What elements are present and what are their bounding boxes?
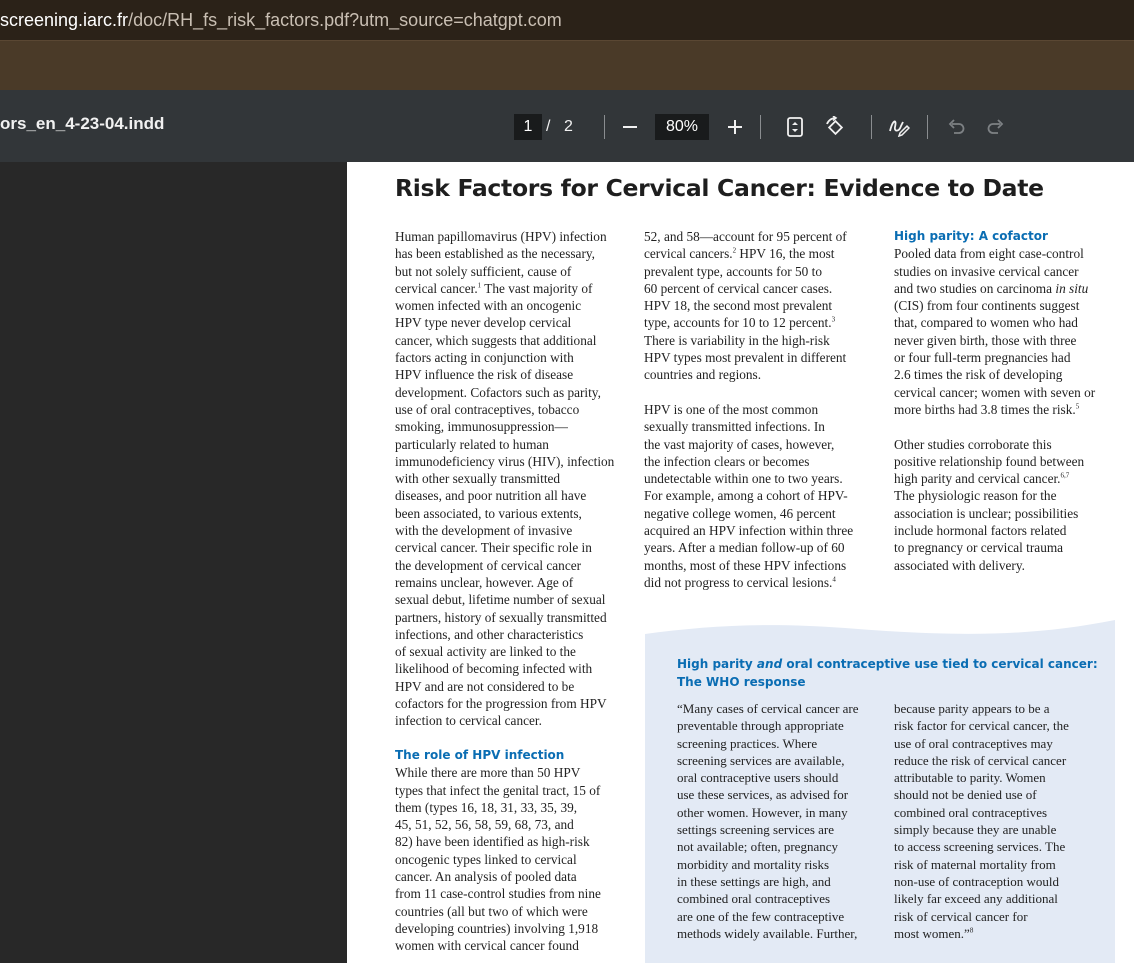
text-line: settings screening services are	[677, 822, 835, 838]
text-line: undetectable within one to two years.	[644, 471, 843, 487]
text-line: smoking, immunosuppression—	[395, 419, 568, 435]
text-line: associated with delivery.	[894, 557, 1025, 573]
text-line: countries and regions.	[644, 367, 762, 383]
text-line: cofactors for the progression from HPV	[395, 696, 607, 712]
callout-quote-left	[677, 700, 882, 942]
url-host: screening.iarc.fr	[0, 10, 129, 30]
text-line: type, accounts for 10 to 12 percent.$^3$	[644, 315, 836, 331]
text-line: women infected with an oncogenic	[395, 298, 582, 314]
paragraph-hpv-types	[395, 764, 627, 954]
column-2	[644, 228, 876, 591]
document-filename: ors_en_4-23-04.indd	[0, 114, 165, 133]
redo-button[interactable]	[982, 113, 1010, 141]
text-line: 45, 51, 52, 56, 58, 59, 68, 73, and	[395, 817, 574, 833]
draw-icon	[888, 117, 910, 137]
text-line: combined oral contraceptives	[677, 891, 831, 907]
text-line: non-use of contraception would	[894, 873, 1059, 889]
footnote-ref: 1	[477, 281, 482, 290]
footnote-ref: 2	[732, 246, 737, 255]
zoom-level-input[interactable]: 80%	[655, 114, 709, 140]
callout-quote-right	[894, 700, 1124, 942]
text-line: HPV influence the risk of disease	[395, 367, 574, 383]
text-line: infections, and other characteristics	[395, 626, 584, 642]
text-line: use of oral contraceptives, tobacco	[395, 401, 580, 417]
text-line: HPV type never develop cervical	[395, 315, 572, 331]
text-line: partners, history of sexually transmitted	[395, 609, 607, 625]
footnote-ref: 8	[969, 926, 974, 935]
text-line: to pregnancy or cervical trauma	[894, 540, 1064, 556]
toolbar-divider	[871, 115, 872, 139]
text-line: Pooled data from eight case-control	[894, 246, 1084, 262]
text-line: HPV and are not considered to be	[395, 678, 575, 694]
text-line: because parity appears to be a	[894, 701, 1050, 716]
text-line: HPV 18, the second most prevalent	[644, 298, 833, 314]
text-line: sexually transmitted infections. In	[644, 419, 825, 435]
text-line: immunodeficiency virus (HIV), infection	[395, 453, 615, 469]
text-line: combined oral contraceptives	[894, 804, 1048, 820]
rotate-button[interactable]	[821, 113, 849, 141]
text-line: types that infect the genital tract, 15 of	[395, 782, 601, 798]
text-line: 52, and 58—account for 95 percent of	[644, 229, 847, 244]
text-line: countries (all but two of which were	[395, 903, 588, 919]
text-line: factors acting in conjunction with	[395, 350, 574, 366]
minus-icon	[622, 119, 638, 135]
toolbar-divider	[927, 115, 928, 139]
text-line: methods widely available. Further,	[677, 925, 858, 941]
text-line: likely far exceed any additional	[894, 891, 1058, 907]
text-line: preventable through appropriate	[677, 718, 844, 734]
text-line: women with cervical cancer found	[395, 938, 579, 954]
text-line: “Many cases of cervical cancer are	[677, 701, 859, 716]
heading-high-parity: High parity: A cofactor	[894, 229, 1048, 243]
text-line: more births had 3.8 times the risk.$^5$	[894, 401, 1080, 417]
text-line: positive relationship found between	[894, 453, 1085, 469]
text-line: infection to cervical cancer.	[395, 713, 542, 729]
callout-title: High parity and oral contraceptive use tied to cervical cancer: The WHO response	[677, 657, 1098, 689]
browser-bar-strip	[0, 40, 1134, 91]
rotate-icon	[824, 116, 846, 138]
undo-button[interactable]	[942, 113, 970, 141]
text-line: use these services, as advised for	[677, 787, 849, 803]
text-line: 60 percent of cervical cancer cases.	[644, 280, 833, 296]
text-line: of sexual activity are linked to the	[395, 644, 576, 660]
text-line: cervical cancer.$^1$ The vast majority of	[395, 280, 593, 296]
redo-icon	[987, 119, 1005, 135]
text-line: cancer, which suggests that additional	[395, 332, 597, 348]
url-path: /doc/RH_fs_risk_factors.pdf?utm_source=chatgpt.com	[128, 10, 562, 30]
toolbar-divider	[760, 115, 761, 139]
fit-page-icon	[786, 117, 804, 137]
page-separator: /	[546, 118, 551, 135]
text-line: acquired an HPV infection within three	[644, 523, 854, 539]
text-line: HPV types most prevalent in different	[644, 350, 847, 366]
text-line: Human papillomavirus (HPV) infection	[395, 229, 607, 244]
paragraph-parity-data	[894, 245, 1126, 418]
text-line: with other sexually transmitted	[395, 471, 561, 487]
text-line: the vast majority of cases, however,	[644, 436, 835, 452]
text-line: There is variability in the high-risk	[644, 332, 830, 348]
text-line: (CIS) from four continents suggest	[894, 298, 1080, 314]
fit-to-page-button[interactable]	[781, 113, 809, 141]
footnote-ref: 6,7	[1060, 471, 1070, 480]
text-line: with the development of invasive	[395, 523, 573, 539]
text-line: the infection clears or becomes	[644, 453, 810, 469]
text-line: Other studies corroborate this	[894, 436, 1052, 452]
text-line: not available; often, pregnancy	[677, 839, 838, 855]
text-line: likelihood of becoming infected with	[395, 661, 593, 677]
footnote-ref: 4	[832, 575, 836, 584]
text-line: that, compared to women who had	[894, 315, 1078, 331]
text-line: cervical cancers.$^2$ HPV 16, the most	[644, 246, 835, 262]
text-line: risk of cervical cancer for	[894, 908, 1028, 924]
text-line: HPV is one of the most common	[644, 401, 819, 417]
text-line: particularly related to human	[395, 436, 549, 452]
text-line: cervical cancer. Their specific role in	[395, 540, 592, 556]
text-line: been associated, to various extents,	[395, 505, 582, 521]
text-line: 2.6 times the risk of developing	[894, 367, 1063, 383]
text-line: cancer. An analysis of pooled data	[395, 868, 577, 884]
text-line: reduce the risk of cervical cancer	[894, 752, 1067, 768]
page-number-input[interactable]: 1	[514, 114, 542, 140]
text-line: oral contraceptive users should	[677, 770, 839, 786]
text-line: years. After a median follow-up of 60	[644, 540, 845, 556]
page-total: 2	[564, 118, 573, 135]
text-line: studies on invasive cervical cancer	[894, 263, 1079, 279]
address-bar[interactable]	[0, 0, 1134, 40]
text-line: most women.”$^8$	[894, 925, 974, 941]
viewer-background-left	[0, 162, 347, 963]
toolbar-divider	[604, 115, 605, 139]
plus-icon	[727, 119, 743, 135]
column-3	[894, 228, 1126, 574]
text-line: from 11 case-control studies from nine	[395, 886, 601, 902]
text-line: in these settings are high, and	[677, 873, 831, 889]
text-line: high parity and cervical cancer.$^{6,7}$	[894, 471, 1070, 487]
text-line: sexual debut, lifetime number of sexual	[395, 592, 606, 608]
text-line: attributable to parity. Women	[894, 770, 1046, 786]
text-line: them (types 16, 18, 31, 33, 35, 39,	[395, 799, 578, 815]
text-line: has been established as the necessary,	[395, 246, 595, 262]
text-line: cervical cancer; women with seven or	[894, 384, 1096, 400]
text-line: risk of maternal mortality from	[894, 856, 1056, 872]
text-line: never given birth, those with three	[894, 332, 1077, 348]
text-line: screening services are available,	[677, 752, 845, 768]
text-line: months, most of these HPV infections	[644, 557, 847, 573]
text-line: did not progress to cervical lesions.$^4$	[644, 574, 836, 590]
pdf-page	[347, 162, 1134, 963]
text-line: While there are more than 50 HPV	[395, 765, 581, 781]
text-line: For example, among a cohort of HPV-	[644, 488, 848, 504]
text-line: negative college women, 46 percent	[644, 505, 836, 521]
text-line: screening practices. Where	[677, 735, 818, 751]
text-line: the development of cervical cancer	[395, 557, 582, 573]
text-line: association is unclear; possibilities	[894, 505, 1079, 521]
text-line: oncogenic types linked to cervical	[395, 851, 577, 867]
paragraph-hpv-intro	[395, 228, 627, 730]
text-line: or four full-term pregnancies had	[894, 350, 1071, 366]
text-line: 82) have been identified as high-risk	[395, 834, 590, 850]
text-line: morbidity and mortality risks	[677, 856, 830, 872]
text-line: include hormonal factors related	[894, 523, 1067, 539]
text-line: development. Cofactors such as parity,	[395, 384, 601, 400]
italic-in-situ: in situ	[1055, 280, 1089, 296]
undo-icon	[947, 119, 965, 135]
heading-role-of-hpv: The role of HPV infection	[395, 747, 565, 762]
paragraph-hpv-prevalence	[644, 228, 876, 384]
footnote-ref: 3	[831, 316, 836, 325]
paragraph-hpv-transmission	[644, 401, 876, 591]
text-line: diseases, and poor nutrition all have	[395, 488, 587, 504]
draw-button[interactable]	[885, 113, 913, 141]
text-line: The physiologic reason for the	[894, 488, 1057, 504]
paragraph-parity-corroborate	[894, 436, 1126, 574]
text-line: but not solely sufficient, cause of	[395, 263, 572, 279]
zoom-in-button[interactable]	[721, 113, 749, 141]
text-line: prevalent type, accounts for 50 to	[644, 263, 822, 279]
text-line: are one of the few contraceptive	[677, 908, 845, 924]
footnote-ref: 5	[1075, 402, 1080, 411]
column-1	[395, 228, 627, 954]
text-line: developing countries) involving 1,918	[395, 920, 599, 936]
text-line: remains unclear, however. Age of	[395, 574, 574, 590]
text-line: other women. However, in many	[677, 804, 848, 820]
zoom-out-button[interactable]	[616, 113, 644, 141]
text-line: to access screening services. The	[894, 839, 1066, 855]
text-line: use of oral contraceptives may	[894, 735, 1053, 751]
text-line: risk factor for cervical cancer, the	[894, 718, 1069, 734]
text-line: and two studies on carcinoma in situ	[894, 280, 1089, 296]
text-line: simply because they are unable	[894, 822, 1057, 838]
text-line: should not be denied use of	[894, 787, 1037, 803]
document-title: Risk Factors for Cervical Cancer: Evidence to Date	[395, 174, 1044, 202]
